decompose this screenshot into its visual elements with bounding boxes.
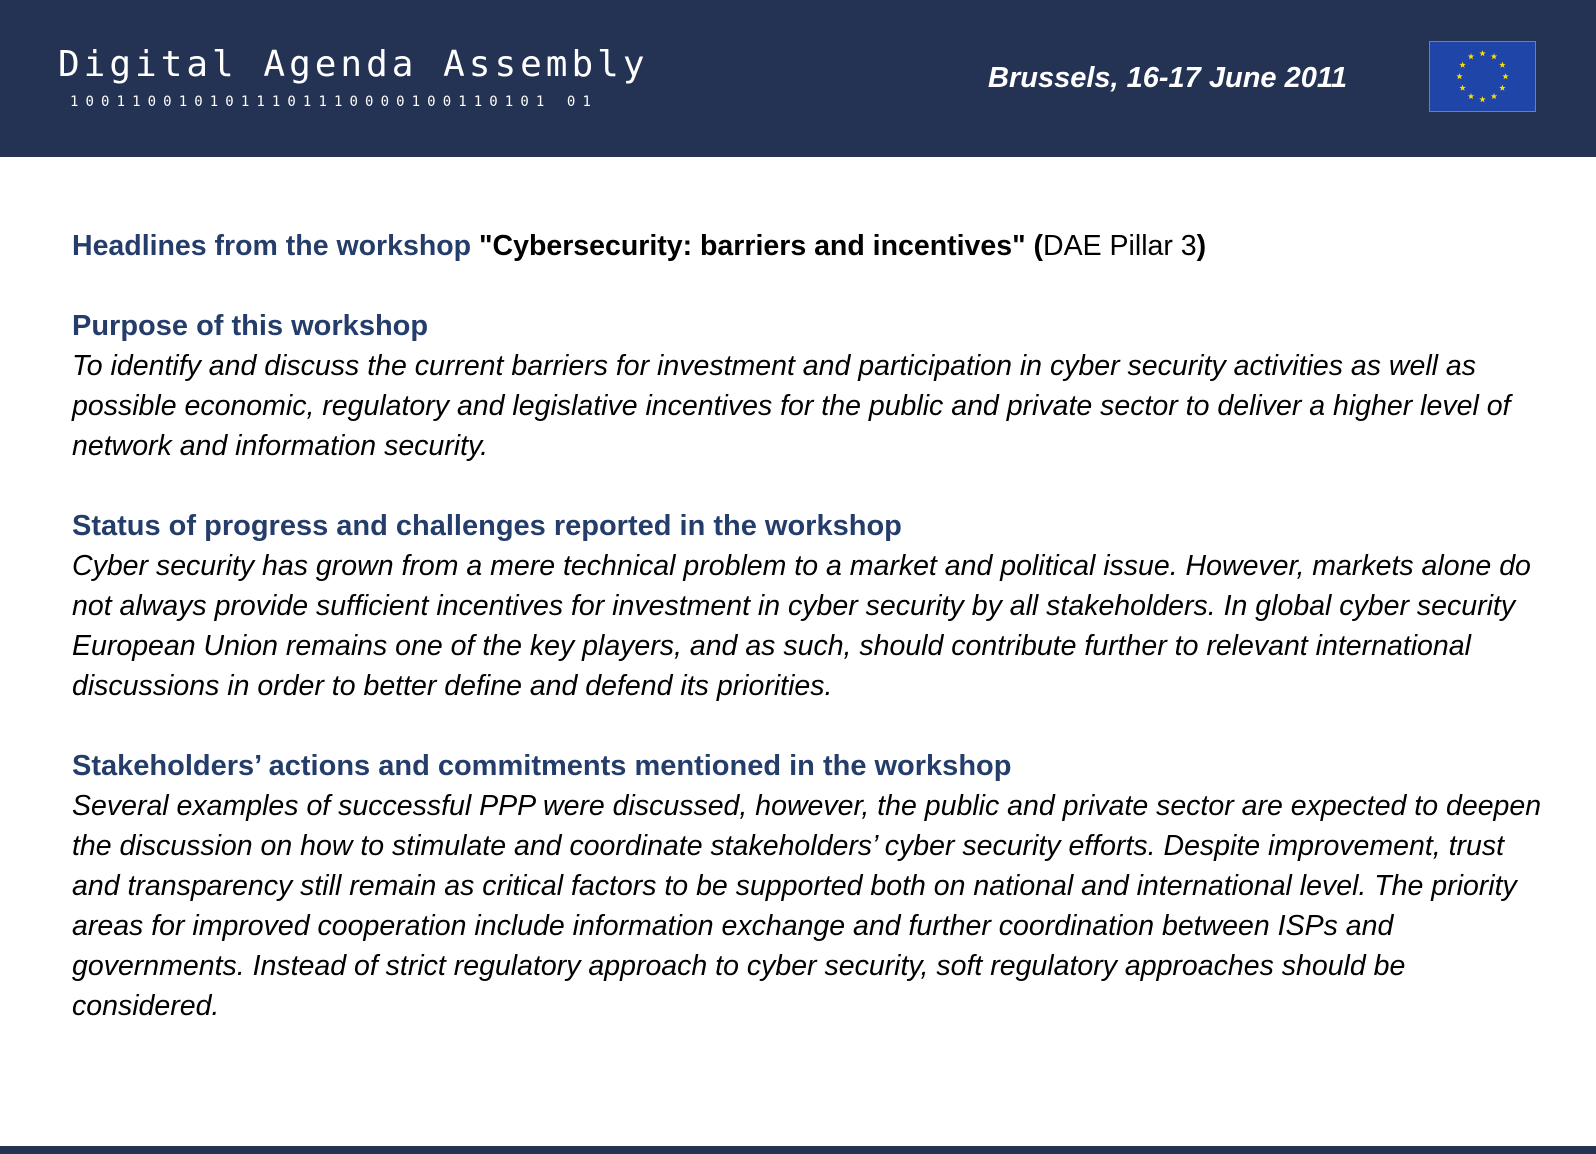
flag-star-icon xyxy=(1459,85,1465,91)
flag-star-icon xyxy=(1456,73,1462,79)
section-body: To identify and discuss the current barriers for investment and participation in cyber security activities as well as possible economic, regulatory and legislative incentives for the public and private sector to deliver a higher level of network and information security. xyxy=(72,350,1511,462)
main-content xyxy=(72,226,1552,1026)
eu-flag-stars xyxy=(1430,42,1535,111)
headline xyxy=(72,226,1552,266)
section-status xyxy=(72,506,1552,706)
section-heading: Stakeholders’ actions and commitments mentioned in the workshop xyxy=(72,750,1012,782)
brand-binary-strip: 1001100101011101110000100110101 01 xyxy=(70,94,598,110)
eu-flag-icon xyxy=(1429,41,1536,112)
section-purpose xyxy=(72,306,1552,466)
section-body: Several examples of successful PPP were discussed, however, the public and private sector are expected to deepen the discussion on how to stimulate and coordinate stakeholders’ cyber security efforts. Despite improvement, trust and transparency still remain as critical factors to be supported both on national and international level. The priority areas for improved cooperation include information exchange and further coordination between ISPs and governments. Instead of strict regulatory approach to cyber security, soft regulatory approaches should be considered. xyxy=(72,790,1542,1022)
headline-close-paren: ) xyxy=(1196,230,1207,262)
section-body: Cyber security has grown from a mere technical problem to a market and political issue. However, markets alone do not always provide sufficient incentives for investment in cyber security by all stakeholders. In global cyber security European Union remains one of the key players, and as such, should contribute further to relevant international discussions in order to better define and defend its priorities. xyxy=(72,550,1531,702)
flag-star-icon xyxy=(1491,53,1497,59)
headline-prefix: Headlines from the workshop xyxy=(72,230,479,262)
event-date: Brussels, 16-17 June 2011 xyxy=(988,62,1347,94)
flag-star-icon xyxy=(1459,62,1465,68)
footer-bar xyxy=(0,1146,1596,1154)
flag-star-icon xyxy=(1499,62,1505,68)
flag-star-icon xyxy=(1502,73,1508,79)
brand-title: Digital Agenda Assembly xyxy=(58,44,649,85)
headline-open-paren: ( xyxy=(1025,230,1044,262)
flag-star-icon xyxy=(1499,85,1505,91)
section-heading: Status of progress and challenges reported in the workshop xyxy=(72,510,902,542)
flag-star-icon xyxy=(1479,50,1485,56)
flag-star-icon xyxy=(1479,96,1485,102)
flag-star-icon xyxy=(1468,93,1474,99)
section-heading: Purpose of this workshop xyxy=(72,310,429,342)
pillar-label: DAE Pillar 3 xyxy=(1043,230,1197,262)
flag-star-icon xyxy=(1468,53,1474,59)
flag-star-icon xyxy=(1491,93,1497,99)
section-stakeholders xyxy=(72,746,1552,1026)
workshop-title: "Cybersecurity: barriers and incentives" xyxy=(479,230,1026,262)
page-header xyxy=(0,0,1596,157)
